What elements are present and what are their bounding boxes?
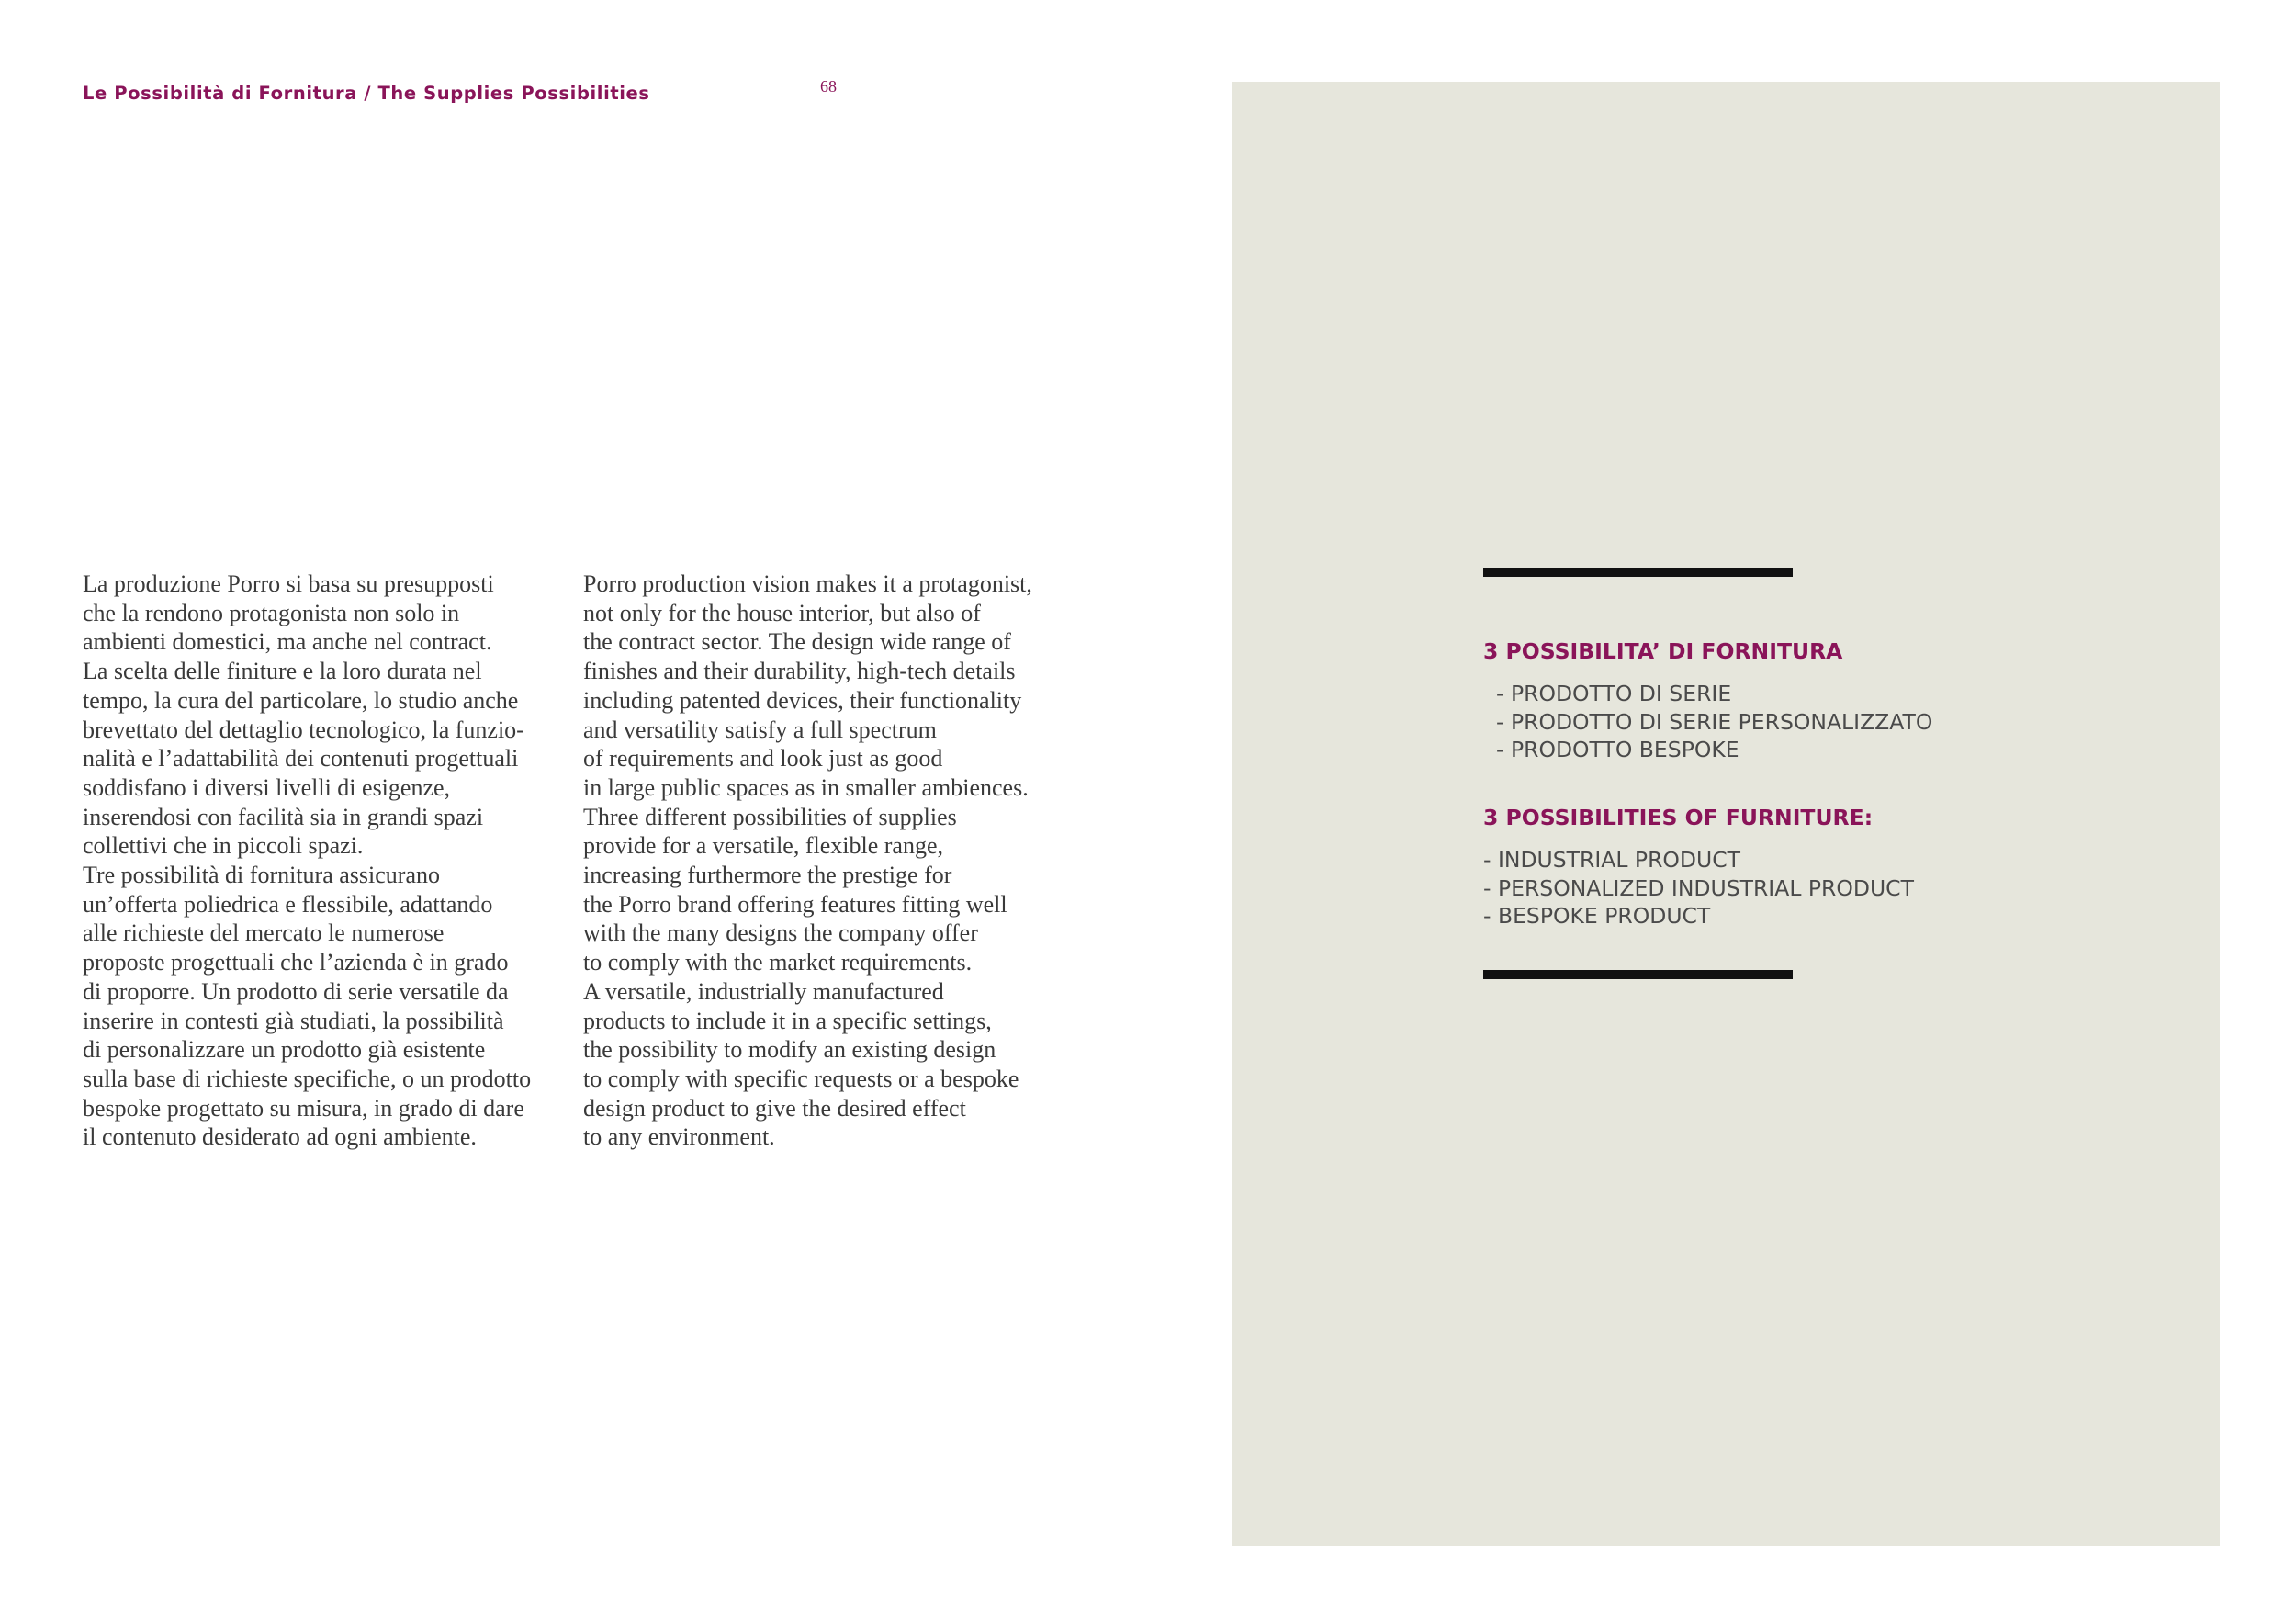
list-item: - PRODOTTO DI SERIE PERSONALIZZATO [1496,708,1933,735]
text-line: inserendosi con facilità sia in grandi spazi [83,803,484,830]
bottom-rule [1483,970,1793,979]
text-line: tempo, la cura del particolare, lo studio anche [83,686,519,714]
text-line: soddisfano i diversi livelli di esigenze, [83,773,451,801]
text-line: products to include it in a specific settings, [583,1007,992,1034]
text-line: ambienti domestici, ma anche nel contract. [83,628,492,656]
text-line: in large public spaces as in smaller ambiences. [583,773,1029,801]
list-item: - INDUSTRIAL PRODUCT [1483,847,1740,873]
text-line: di personalizzare un prodotto già esistente [83,1036,486,1064]
text-line: the possibility to modify an existing design [583,1036,996,1064]
text-line: La scelta delle finiture e la loro durata nel [83,658,482,685]
text-line: with the many designs the company offer [583,919,978,947]
text-line: Three different possibilities of supplies [583,803,957,830]
english-body-text [583,570,1032,1152]
running-title: Le Possibilità di Fornitura / The Supplies Possibilities [83,83,650,104]
text-line: alle richieste del mercato le numerose [83,919,445,947]
top-rule [1483,568,1793,577]
italian-heading: 3 POSSIBILITA’ DI FORNITURA [1483,638,1843,664]
list-item: - PERSONALIZED INDUSTRIAL PRODUCT [1483,874,1914,901]
text-line: proposte progettuali che l’azienda è in grado [83,949,509,976]
text-line: to comply with the market requirements. [583,949,973,976]
text-line: bespoke progettato su misura, in grado di dare [83,1094,524,1122]
english-heading: 3 POSSIBILITIES OF FURNITURE: [1483,805,1874,830]
text-line: inserire in contesti già studiati, la possibilità [83,1007,504,1034]
list-item: - PRODOTTO DI SERIE [1496,681,1732,706]
text-line: Porro production vision makes it a protagonist, [583,570,1032,597]
text-line: and versatility satisfy a full spectrum [583,716,937,743]
text-line: un’offerta poliedrica e flessibile, adattando [83,890,493,918]
text-line: of requirements and look just as good [583,745,943,773]
text-line: including patented devices, their functionality [583,686,1022,714]
english-options-list [1483,846,1914,930]
text-line: sulla base di richieste specifiche, o un prodotto [83,1065,532,1092]
list-item: - PRODOTTO BESPOKE [1496,737,1739,762]
text-line: nalità e l’adattabilità dei contenuti progettuali [83,745,519,773]
text-line: Tre possibilità di fornitura assicurano [83,862,440,889]
text-line: design product to give the desired effect [583,1094,966,1122]
text-line: A versatile, industrially manufactured [583,977,944,1005]
text-line: di proporre. Un prodotto di serie versatile da [83,977,509,1005]
text-line: not only for the house interior, but also of [583,599,981,626]
list-item: - BESPOKE PRODUCT [1483,903,1711,929]
text-line: il contenuto desiderato ad ogni ambiente. [83,1123,477,1151]
text-line: the Porro brand offering features fitting well [583,890,1007,918]
text-line: finishes and their durability, high-tech details [583,658,1016,685]
text-line: collettivi che in piccoli spazi. [83,832,364,860]
text-line: provide for a versatile, flexible range, [583,832,943,860]
italian-body-text [83,570,531,1152]
text-line: the contract sector. The design wide range of [583,628,1011,656]
italian-options-list [1496,680,1932,764]
text-line: increasing furthermore the prestige for [583,862,952,889]
text-line: che la rendono protagonista non solo in [83,599,460,626]
text-line: brevettato del dettaglio tecnologico, la funzio- [83,716,524,743]
text-line: to any environment. [583,1123,775,1151]
text-line: La produzione Porro si basa su presupposti [83,570,494,597]
page-number: 68 [820,77,837,96]
text-line: to comply with specific requests or a bespoke [583,1065,1019,1092]
